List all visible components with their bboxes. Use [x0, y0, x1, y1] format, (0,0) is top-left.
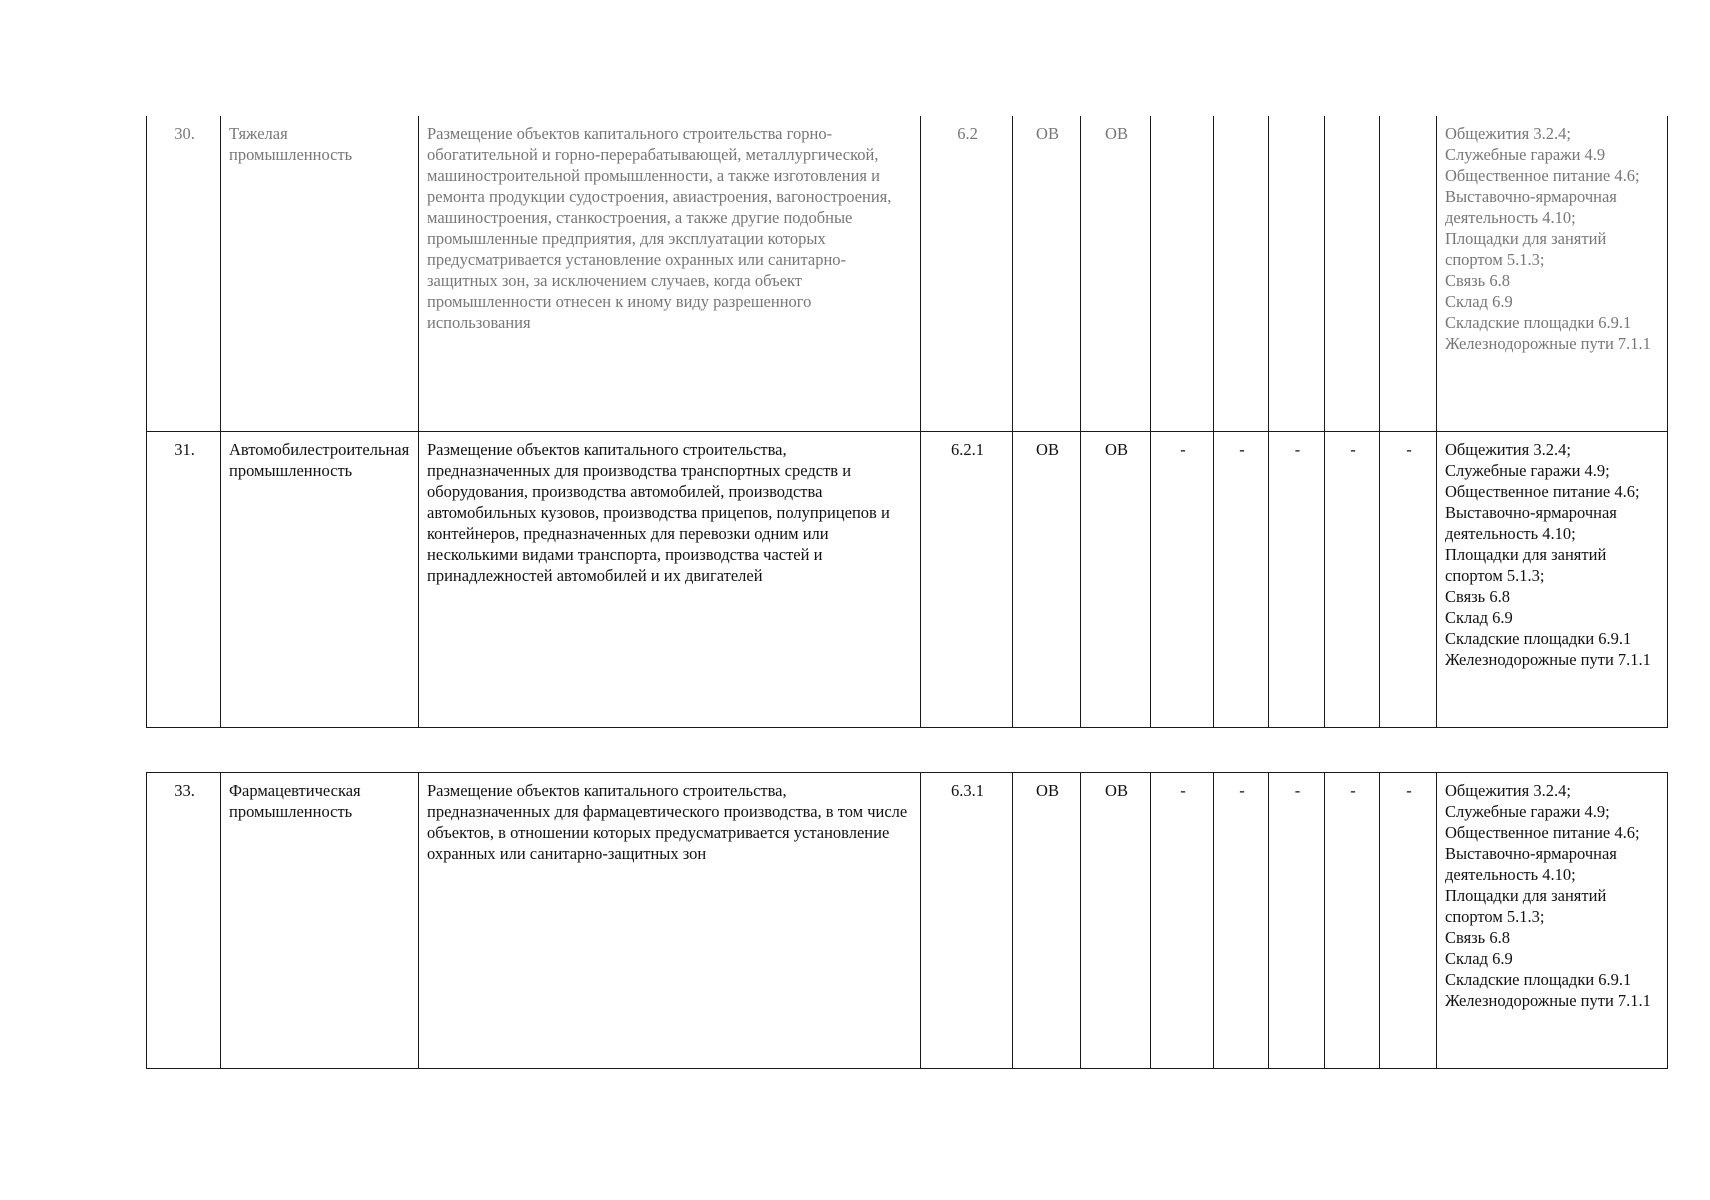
use-type-name: Автомобилестроительная промышленность	[221, 431, 419, 727]
auxiliary-use-item: Складские площадки 6.9.1	[1445, 970, 1632, 989]
dash-cell: -	[1151, 431, 1214, 727]
auxiliary-use-item: Выставочно-ярмарочная деятельность 4.10;	[1445, 502, 1617, 543]
auxiliary-use-item: Выставочно-ярмарочная деятельность 4.10;	[1445, 187, 1617, 227]
use-type-code: 6.2	[921, 116, 1013, 431]
zone-cell: ОВ	[1081, 116, 1151, 431]
use-type-description: Размещение объектов капитального строительства горно-обогатительной и горно-перерабатывающей, металлургической, машиностроительной промышленности, а также изготовления и ремонта продукции судостроения, авиастроения, вагоностроения, машиностроения, станкостроения, а также другие подобные промышленные предприятия, для эксплуатации которых предусматривается установление охранных или санитарно-защитных зон, за исключением случаев, когда объект промышленности отнесен к иному виду разрешенного использования	[419, 116, 921, 431]
auxiliary-use-item: Общежития 3.2.4;	[1445, 781, 1571, 800]
row-number: 31.	[147, 431, 221, 727]
zone-cell: ОВ	[1081, 431, 1151, 727]
auxiliary-use-item: Складские площадки 6.9.1	[1445, 313, 1632, 332]
dash-cell	[1325, 116, 1380, 431]
use-type-code: 6.3.1	[921, 773, 1013, 1069]
auxiliary-use-item: Выставочно-ярмарочная деятельность 4.10;	[1445, 844, 1617, 884]
auxiliary-use-item: Служебные гаражи 4.9;	[1445, 802, 1610, 821]
use-type-name: Тяжелая промышленность	[221, 116, 419, 431]
dash-cell: -	[1325, 431, 1380, 727]
auxiliary-use-item: Служебные гаражи 4.9	[1445, 145, 1606, 164]
row-number: 33.	[147, 773, 221, 1069]
auxiliary-use-item: Общественное питание 4.6;	[1445, 823, 1640, 842]
land-use-table-top	[146, 116, 1668, 728]
auxiliary-use-item: Площадки для занятий спортом 5.1.3;	[1445, 544, 1607, 585]
dash-cell	[1269, 116, 1325, 431]
zone-cell: ОВ	[1013, 773, 1081, 1069]
dash-cell: -	[1214, 773, 1269, 1069]
dash-cell	[1151, 116, 1214, 431]
auxiliary-use-item: Площадки для занятий спортом 5.1.3;	[1445, 886, 1607, 926]
use-type-description: Размещение объектов капитального строительства, предназначенных для фармацевтического производства, в том числе объектов, в отношении которых предусматривается установление охранных или санитарно-защитных зон	[419, 773, 921, 1069]
use-type-code: 6.2.1	[921, 431, 1013, 727]
dash-cell: -	[1269, 431, 1325, 727]
auxiliary-use-item: Площадки для занятий спортом 5.1.3;	[1445, 229, 1607, 269]
auxiliary-uses	[1437, 431, 1668, 727]
table-row	[147, 773, 1668, 1069]
dash-cell	[1214, 116, 1269, 431]
dash-cell	[1380, 116, 1437, 431]
dash-cell: -	[1269, 773, 1325, 1069]
auxiliary-use-item: Связь 6.8	[1445, 271, 1510, 290]
auxiliary-use-item: Общественное питание 4.6;	[1445, 481, 1640, 501]
auxiliary-use-item: Железнодорожные пути 7.1.1	[1445, 334, 1651, 353]
zone-cell: ОВ	[1013, 431, 1081, 727]
dash-cell: -	[1214, 431, 1269, 727]
use-type-name: Фармацевтическая промышленность	[221, 773, 419, 1069]
auxiliary-use-item: Общественное питание 4.6;	[1445, 166, 1640, 185]
auxiliary-use-item: Склад 6.9	[1445, 949, 1513, 968]
row-number: 30.	[147, 116, 221, 431]
zone-cell: ОВ	[1081, 773, 1151, 1069]
auxiliary-uses	[1437, 773, 1668, 1069]
dash-cell: -	[1380, 431, 1437, 727]
auxiliary-use-item: Общежития 3.2.4;	[1445, 439, 1571, 459]
dash-cell: -	[1325, 773, 1380, 1069]
auxiliary-use-item: Служебные гаражи 4.9;	[1445, 460, 1610, 480]
auxiliary-use-item: Склад 6.9	[1445, 292, 1513, 311]
auxiliary-uses	[1437, 116, 1668, 431]
table-row	[147, 431, 1668, 727]
land-use-table-bottom	[146, 772, 1668, 1069]
auxiliary-use-item: Железнодорожные пути 7.1.1	[1445, 649, 1651, 669]
auxiliary-use-item: Складские площадки 6.9.1	[1445, 628, 1632, 648]
dash-cell: -	[1151, 773, 1214, 1069]
auxiliary-use-item: Связь 6.8	[1445, 928, 1510, 947]
dash-cell: -	[1380, 773, 1437, 1069]
table-row	[147, 116, 1668, 431]
zone-cell: ОВ	[1013, 116, 1081, 431]
auxiliary-use-item: Связь 6.8	[1445, 586, 1510, 606]
auxiliary-use-item: Общежития 3.2.4;	[1445, 124, 1571, 143]
auxiliary-use-item: Склад 6.9	[1445, 607, 1513, 627]
auxiliary-use-item: Железнодорожные пути 7.1.1	[1445, 991, 1651, 1010]
use-type-description: Размещение объектов капитального строительства, предназначенных для производства транспортных средств и оборудования, производства автомобилей, производства автомобильных кузовов, производства прицепов, полуприцепов и контейнеров, предназначенных для перевозки одним или несколькими видами транспорта, производства частей и принадлежностей автомобилей и их двигателей	[419, 431, 921, 727]
